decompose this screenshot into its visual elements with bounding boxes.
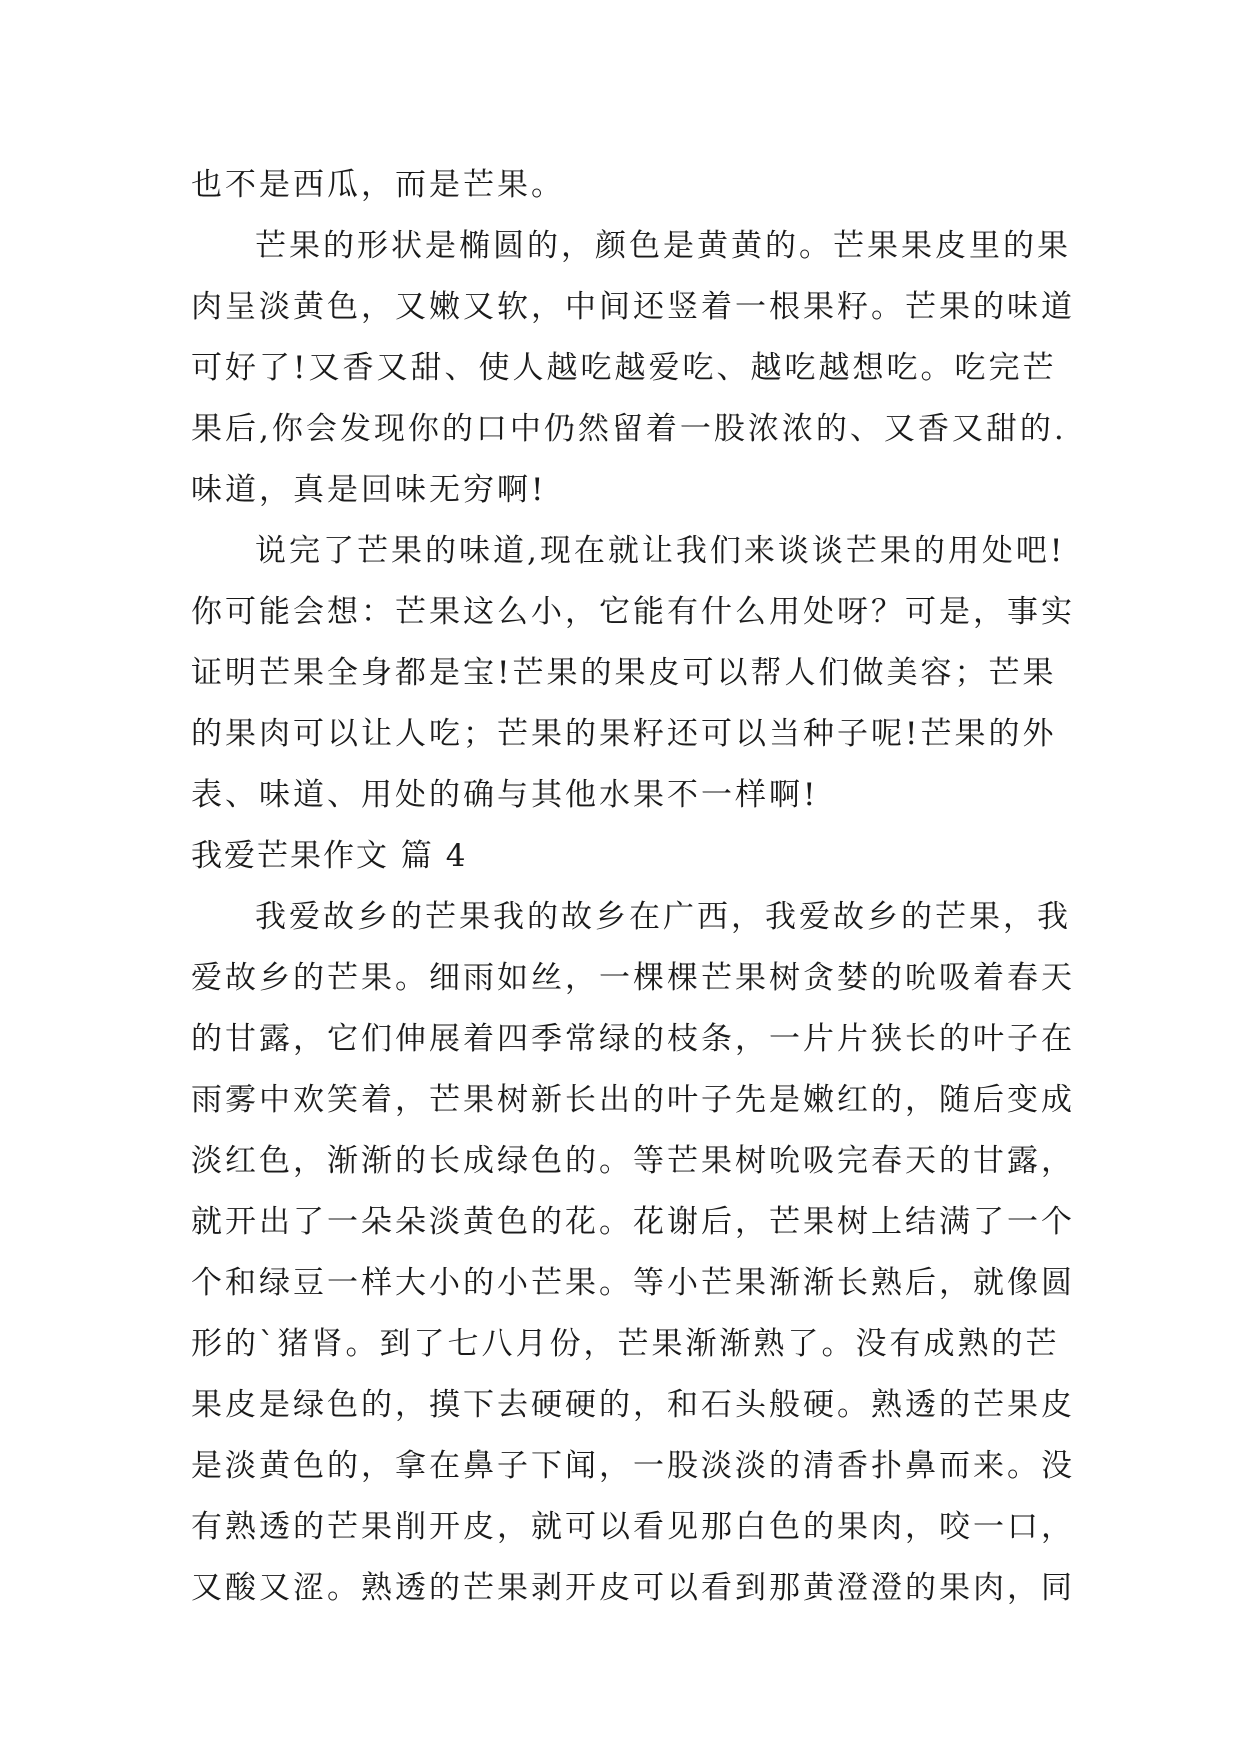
text-line-5: 果后,你会发现你的口中仍然留着一股浓浓的、又香又甜的. <box>191 411 1067 447</box>
text-line-8: 你可能会想：芒果这么小，它能有什么用处呀？可是，事实 <box>191 594 1075 630</box>
text-line-19: 个和绿豆一样大小的小芒果。等小芒果渐渐长熟后，就像圆 <box>191 1265 1075 1301</box>
text-line-6: 味道，真是回味无穷啊! <box>191 472 547 508</box>
text-line-7: 说完了芒果的味道,现在就让我们来谈谈芒果的用处吧! <box>255 533 1066 569</box>
text-line-13: 我爱故乡的芒果我的故乡在广西，我爱故乡的芒果，我 <box>255 899 1071 935</box>
text-line-21: 果皮是绿色的，摸下去硬硬的，和石头般硬。熟透的芒果皮 <box>191 1387 1075 1423</box>
document-body <box>191 155 1075 1619</box>
text-line-14: 爱故乡的芒果。细雨如丝，一棵棵芒果树贪婪的吮吸着春天 <box>191 960 1075 996</box>
text-line-17: 淡红色，渐渐的长成绿色的。等芒果树吮吸完春天的甘露， <box>191 1143 1075 1179</box>
text-line-23: 有熟透的芒果削开皮，就可以看见那白色的果肉，咬一口， <box>191 1509 1075 1545</box>
text-line-10: 的果肉可以让人吃；芒果的果籽还可以当种子呢!芒果的外 <box>191 716 1057 752</box>
section-heading: 我爱芒果作文 篇 4 <box>191 838 468 874</box>
text-line-3: 肉呈淡黄色，又嫩又软，中间还竖着一根果籽。芒果的味道 <box>191 289 1075 325</box>
text-line-16: 雨雾中欢笑着，芒果树新长出的叶子先是嫩红的，随后变成 <box>191 1082 1075 1118</box>
text-line-2: 芒果的形状是椭圆的，颜色是黄黄的。芒果果皮里的果 <box>255 228 1071 264</box>
text-line-4: 可好了!又香又甜、使人越吃越爱吃、越吃越想吃。吃完芒 <box>191 350 1057 386</box>
text-line-24: 又酸又涩。熟透的芒果剥开皮可以看到那黄澄澄的果肉，同 <box>191 1570 1075 1606</box>
text-line-18: 就开出了一朵朵淡黄色的花。花谢后，芒果树上结满了一个 <box>191 1204 1075 1240</box>
text-line-20: 形的`猪肾。到了七八月份，芒果渐渐熟了。没有成熟的芒 <box>191 1326 1060 1362</box>
text-line-1: 也不是西瓜，而是芒果。 <box>191 167 565 203</box>
text-line-15: 的甘露，它们伸展着四季常绿的枝条，一片片狭长的叶子在 <box>191 1021 1075 1057</box>
text-line-11: 表、味道、用处的确与其他水果不一样啊! <box>191 777 819 813</box>
text-line-22: 是淡黄色的，拿在鼻子下闻，一股淡淡的清香扑鼻而来。没 <box>191 1448 1075 1484</box>
text-line-9: 证明芒果全身都是宝!芒果的果皮可以帮人们做美容；芒果 <box>191 655 1057 691</box>
